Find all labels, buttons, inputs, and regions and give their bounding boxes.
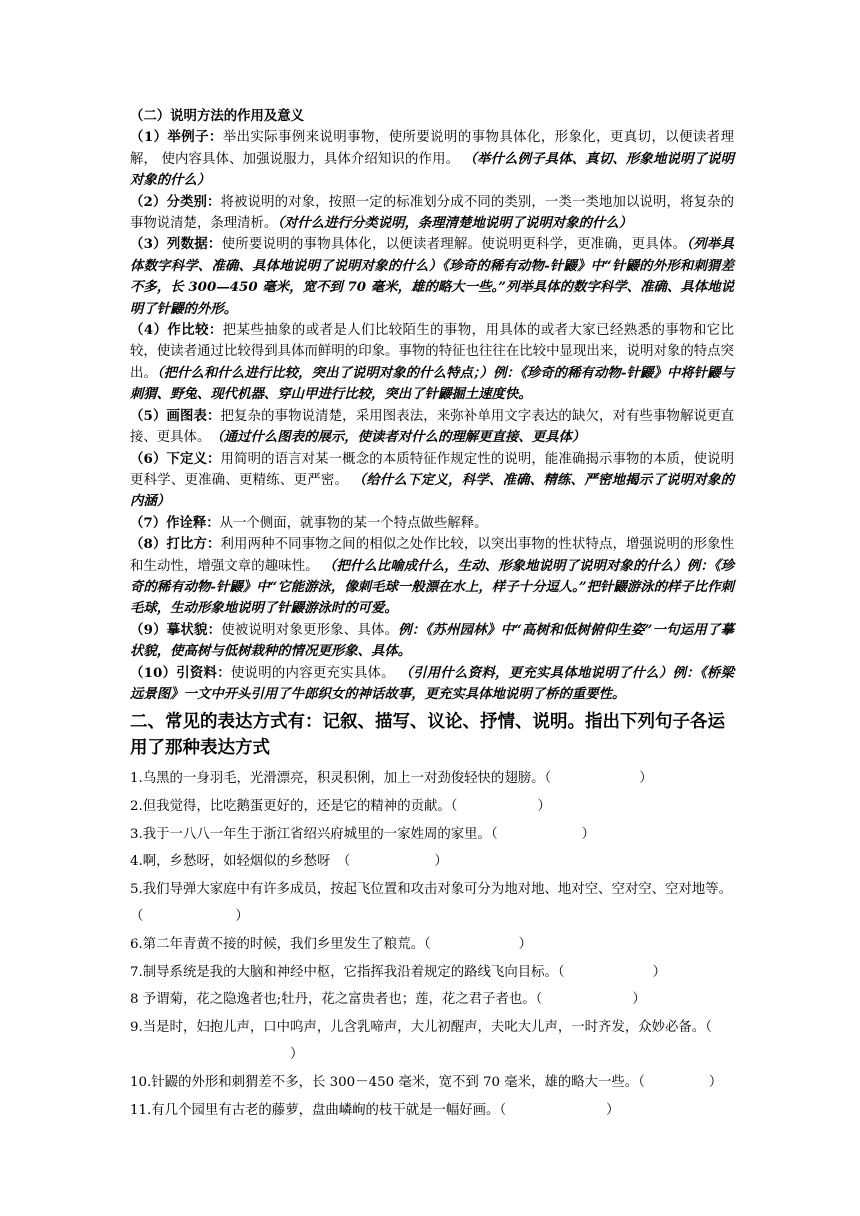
method-label: （5）画图表： <box>130 407 221 424</box>
method-note: （把什么比喻成什么，生动、形象地说明了说明对象的什么）例：《珍奇的稀有动物-针鼹》中“它能游泳，像刺毛球一般漂在水上，样子十分逗人。”把针鼹游泳的样子比作刺毛球，生动形象地说明了针鼹游泳时的可爱。 <box>130 557 734 617</box>
question-item <box>130 821 734 849</box>
question-item <box>130 986 734 1014</box>
method-item <box>130 449 734 513</box>
method-label: （6）下定义： <box>130 450 221 467</box>
method-text: 将被说明的对象，按照一定的标准划分成不同的类别，一类一类地加以说明，将复杂的事物说清楚，条理清析。 <box>130 194 734 232</box>
question-text: 7.制导系统是我的大脑和神经中枢，它指挥我沿着规定的路线飞向目标。（ <box>130 964 565 980</box>
methods-list <box>130 127 734 705</box>
question-item <box>130 959 734 987</box>
method-text: 把某些抽象的或者是人们比较陌生的事物，用具体的或者大家已经熟悉的事物和它比较，使读者通过比较得到具体而鲜明的印象。事物的特征也往往在比较中显现出来，说明对象的特点突出。 <box>130 323 734 381</box>
method-note: （对什么进行分类说明，条理清楚地说明了说明对象的什么） <box>277 215 633 232</box>
question-item <box>130 1097 734 1125</box>
question-item <box>130 793 734 821</box>
method-note: （给什么下定义，科学、准确、精练、严密地揭示了说明对象的内涵） <box>130 471 735 510</box>
question-item <box>130 1069 734 1097</box>
question-text: 6.第二年青黄不接的时候，我们乡里发生了粮荒。（ <box>130 936 431 952</box>
method-text: 使说明的内容更充实具体。 <box>230 665 400 681</box>
method-item <box>130 234 734 320</box>
part2-title: 二、常见的表达方式有：记叙、描写、议论、抒情、说明。指出下列句子各运用了那种表达方式 <box>130 712 725 759</box>
method-text: 用简明的语言对某一概念的本质特征作规定性的说明，能准确揭示事物的本质，使说明更科学、更准确、更精练、更严密。 <box>130 451 734 488</box>
question-text: 9.当是时，妇抱儿声，口中呜声，儿含乳啼声，大儿初醒声，夫叱大儿声，一时齐发，众妙必备。（ <box>130 1019 712 1035</box>
question-close: ） <box>235 909 249 925</box>
method-label: （8）打比方： <box>130 536 221 553</box>
question-text: 3.我于一八八一年生于浙江省绍兴府城里的一家姓周的家里。（ <box>130 826 498 842</box>
question-close: ） <box>581 826 596 842</box>
questions-list <box>130 765 739 1124</box>
method-label: （9）摹状貌： <box>130 621 222 638</box>
method-note: （把什么和什么进行比较，突出了说明对象的什么特点；）例：《珍奇的稀有动物-针鼹》中将针鼹与刺猬、野兔、现代机器、穿山甲进行比较，突出了针鼹掘土速度快。 <box>130 364 734 403</box>
method-label: （10）引资料： <box>130 664 231 681</box>
question-text: 8 予谓菊，花之隐逸者也;牡丹，花之富贵者也；莲，花之君子者也。（ <box>130 992 543 1008</box>
method-item <box>130 513 734 534</box>
method-label: （2）分类别： <box>130 193 221 210</box>
question-text: 10.针鼹的外形和刺猬差不多，长 300－450 毫米，宽不到 70 毫米，雄的略大一些。（ <box>130 1074 645 1090</box>
question-text: 1.乌黑的一身羽毛，光滑漂亮，积灵积俐，加上一对劲俊轻快的翅膀。（ <box>130 771 552 787</box>
question-item <box>130 1014 734 1069</box>
method-note: （引用什么资料，更充实具体地说明了什么）例：《桥梁远景图》一文中开头引用了牛郎织女的神话故事，更充实具体地说明了桥的重要性。 <box>130 664 734 702</box>
method-label: （1）举例子： <box>130 129 223 146</box>
document-page <box>130 106 739 1124</box>
method-item <box>130 406 734 449</box>
question-close: ） <box>518 936 533 952</box>
method-item <box>130 534 734 620</box>
question-close: ） <box>639 771 653 787</box>
method-note: 例：《苏州园林》中“高树和低树俯仰生姿”一句运用了摹状貌，使高树与低树栽种的情况更形象、具体。 <box>130 621 734 660</box>
question-text: 2.但我觉得，比吃鹅蛋更好的，还是它的精神的贡献。（ <box>130 798 458 814</box>
method-note: （列举具体数字科学、准确、具体地说明了说明对象的什么）《珍奇的稀有动物-针鼹》中“针鼹的外形和刺猬差不多，长 300—450 毫米，宽不到 70 毫米，雄的略大一些。”列举具体的数字科学、准确、具体地说明了针鼹的外形。 <box>130 236 734 317</box>
question-close: ） <box>537 798 551 814</box>
question-close: ） <box>632 992 646 1008</box>
method-item <box>130 192 734 235</box>
question-close: ） <box>290 1047 304 1063</box>
method-item <box>130 620 734 663</box>
method-label: （7）作诠释： <box>130 514 220 531</box>
method-item <box>130 127 734 191</box>
section-heading: （二）说明方法的作用及意义 <box>130 108 305 124</box>
question-item <box>130 931 734 959</box>
method-item <box>130 320 734 406</box>
method-note: （举什么例子具体、真切、形象地说明了说明对象的什么） <box>130 150 735 189</box>
question-close: ） <box>606 1102 620 1118</box>
question-item <box>130 765 734 793</box>
question-item <box>130 876 739 931</box>
method-text: 从一个侧面，就事物的某一个特点做些解释。 <box>219 515 488 531</box>
method-item <box>130 663 734 706</box>
method-text: 举出实际事例来说明事物，使所要说明的事物具体化，形象化，更真切，以便读者理解， 使内容具体、加强说服力，具体介绍知识的作用。 <box>130 130 734 167</box>
method-label: （3）列数据： <box>130 236 222 253</box>
method-note: （通过什么图表的展示，使读者对什么的理解更直接、更具体） <box>217 429 586 446</box>
question-close: ） <box>652 964 666 980</box>
method-label: （4）作比较： <box>130 322 223 339</box>
method-text: 利用两种不同事物之间的相似之处作比较，以突出事物的性状特点，增强说明的形象性和生动性，增强文章的趣味性。 <box>130 537 734 574</box>
question-text: 4.啊，乡愁呀，如轻烟似的乡愁呀 （ <box>130 854 351 870</box>
method-text: 使所要说明的事物具体化，以便读者理解。使说明更科学，更准确，更具体。 <box>221 237 687 253</box>
question-text: 11.有几个园里有古老的藤萝，盘曲嶙峋的枝干就是一幅好画。（ <box>130 1102 507 1118</box>
question-text: 5.我们导弹大家庭中有许多成员，按起飞位置和攻击对象可分为地对地、地对空、空对空、空对地等。 （ <box>130 881 739 925</box>
question-item <box>130 848 734 876</box>
question-close: ） <box>708 1074 723 1090</box>
method-text: 把复杂的事物说清楚，采用图表法，来弥补单用文字表达的缺欠，对有些事物解说更直接、更具体。 <box>130 408 734 446</box>
question-close: ） <box>434 854 448 870</box>
method-text: 使被说明对象更形象、具体。 <box>221 622 399 638</box>
